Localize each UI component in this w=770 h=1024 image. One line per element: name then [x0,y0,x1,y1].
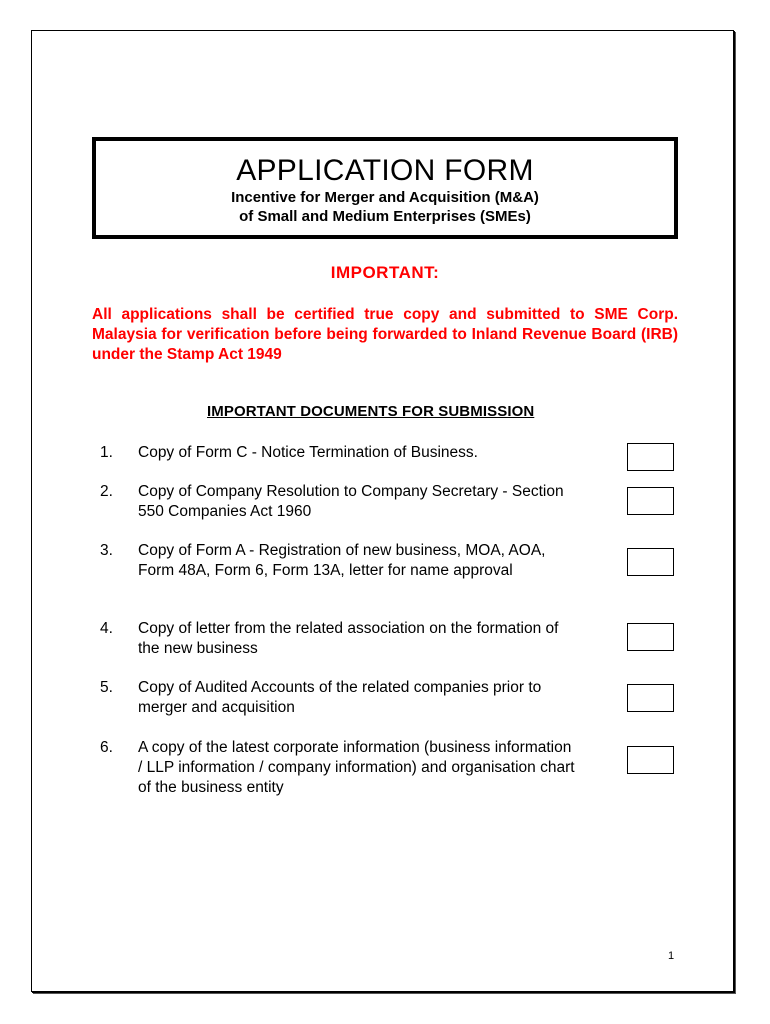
form-subtitle-line-2: of Small and Medium Enterprises (SMEs) [239,208,531,225]
document-1-checkbox[interactable] [627,443,674,471]
title-box [92,137,678,239]
document-number: 6. [100,739,113,756]
document-number: 2. [100,483,113,500]
document-number: 5. [100,679,113,696]
document-text: Copy of Company Resolution to Company Secretary - Section 550 Companies Act 1960 [138,483,564,520]
document-3-checkbox[interactable] [627,548,674,576]
form-title: APPLICATION FORM [236,154,534,187]
form-subtitle-line-1: Incentive for Merger and Acquisition (M&A) [231,189,539,206]
document-text: Copy of Form C - Notice Termination of Business. [138,444,478,461]
document-number: 3. [100,542,113,559]
document-2-checkbox[interactable] [627,487,674,515]
documents-heading: IMPORTANT DOCUMENTS FOR SUBMISSION [207,403,535,420]
page-number: 1 [668,950,675,962]
document-number: 1. [100,444,113,461]
document-text: Copy of Audited Accounts of the related companies prior to merger and acquisition [138,679,542,716]
important-notice-text: All applications shall be certified true copy and submitted to SME Corp. Malaysia for verification before being forwarded to Inland Revenue Board (IRB) under the Stamp Act 1949 [92,306,678,363]
document-text: A copy of the latest corporate information (business information / LLP information / company information) and organisation chart of the business entity [138,739,575,796]
important-heading: IMPORTANT: [330,263,440,282]
document-text: Copy of letter from the related association on the formation of the new business [138,620,559,657]
document-6-checkbox[interactable] [627,746,674,774]
document-text: Copy of Form A - Registration of new business, MOA, AOA, Form 48A, Form 6, Form 13A, letter for name approval [138,542,546,579]
document-4-checkbox[interactable] [627,623,674,651]
document-5-checkbox[interactable] [627,684,674,712]
document-number: 4. [100,620,113,637]
